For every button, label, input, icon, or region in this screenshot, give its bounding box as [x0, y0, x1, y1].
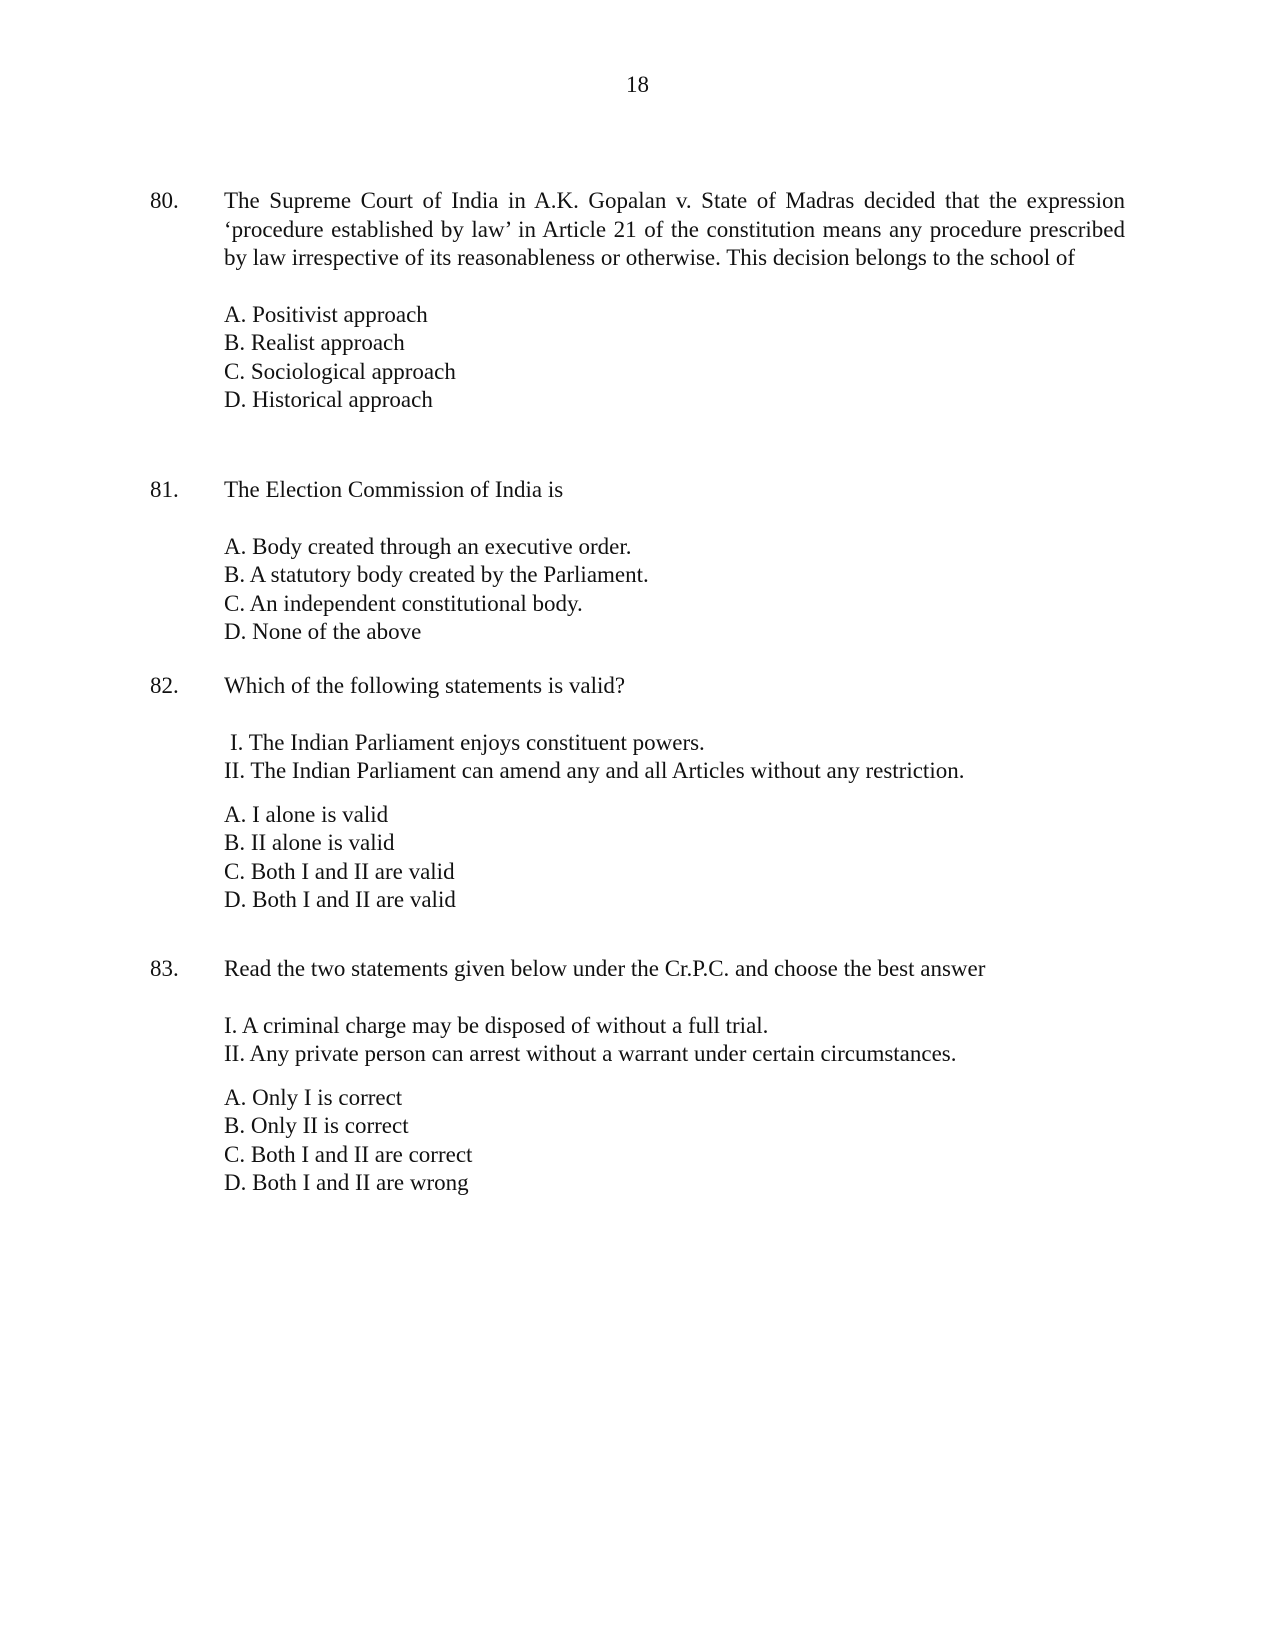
option-list [224, 801, 1125, 915]
option-a: A. Only I is correct [224, 1084, 403, 1110]
question-number: 81. [150, 477, 179, 502]
page-number: 18 [626, 72, 649, 97]
option-a: A. Positivist approach [224, 301, 428, 327]
option-c: C. Sociological approach [224, 358, 456, 384]
question-81 [150, 476, 1125, 647]
option-b: B. Realist approach [224, 330, 405, 355]
option-d: D. None of the above [224, 619, 422, 644]
statement-ii: II. The Indian Parliament can amend any and all Articles without any restriction. [224, 758, 965, 783]
option-list [224, 301, 1125, 415]
question-83 [150, 955, 1125, 1198]
statement-list [224, 1012, 1125, 1069]
statement-i: I. The Indian Parliament enjoys constituent powers. [230, 729, 705, 755]
statement-ii: II. Any private person can arrest without a warrant under certain circumstances. [224, 1041, 957, 1066]
question-number: 80. [150, 188, 179, 213]
question-stem: Which of the following statements is valid? [224, 673, 626, 698]
statement-i: I. A criminal charge may be disposed of without a full trial. [224, 1012, 769, 1038]
option-c: C. Both I and II are valid [224, 858, 455, 884]
question-82 [150, 672, 1125, 915]
option-b: B. II alone is valid [224, 830, 395, 855]
option-b: B. A statutory body created by the Parliament. [224, 562, 649, 587]
question-stem: The Election Commission of India is [224, 477, 564, 502]
question-number: 82. [150, 673, 179, 698]
option-list [224, 1084, 1125, 1198]
option-b: B. Only II is correct [224, 1113, 409, 1138]
statement-list [224, 729, 1125, 786]
option-list [224, 533, 1125, 647]
question-number: 83. [150, 956, 179, 981]
option-c: C. Both I and II are correct [224, 1141, 473, 1167]
question-stem: Read the two statements given below under the Cr.P.C. and choose the best answer [224, 956, 986, 981]
option-a: A. Body created through an executive order. [224, 533, 632, 559]
option-c: C. An independent constitutional body. [224, 590, 583, 616]
question-80 [150, 187, 1125, 415]
option-d: D. Both I and II are wrong [224, 1170, 469, 1195]
question-stem: The Supreme Court of India in A.K. Gopalan v. State of Madras decided that the expression ‘procedure established by law’ in Article 21 of the constitution means any procedure prescribed by law irrespective of its reasonableness or otherwise. This decision belongs to the school of [224, 188, 1125, 270]
option-a: A. I alone is valid [224, 801, 389, 827]
option-d: D. Historical approach [224, 387, 433, 412]
option-d: D. Both I and II are valid [224, 887, 456, 912]
